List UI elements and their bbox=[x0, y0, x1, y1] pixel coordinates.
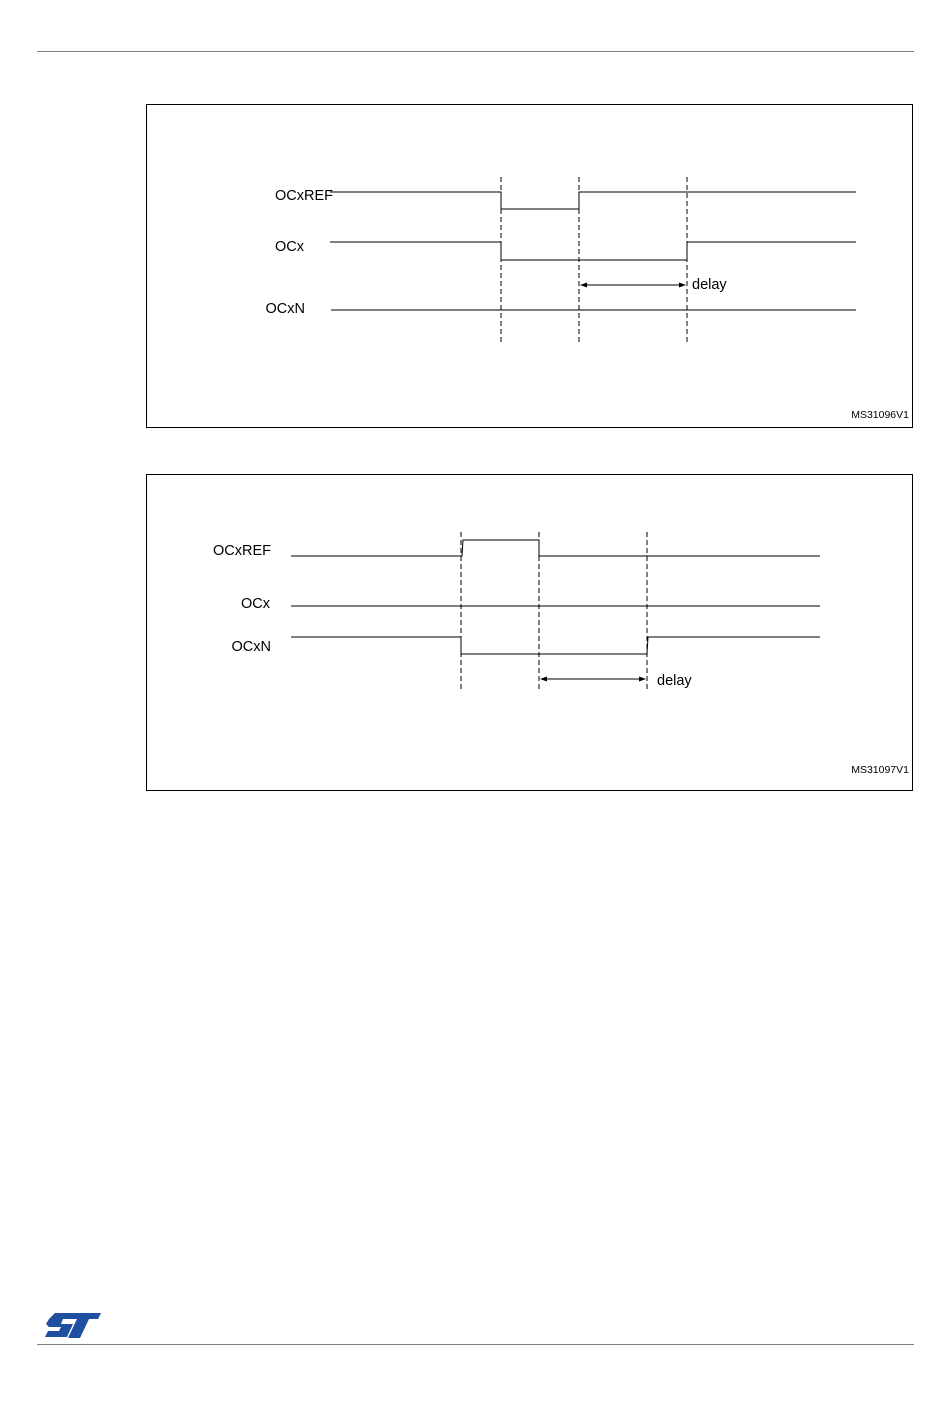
header-rule bbox=[37, 51, 914, 52]
waveform-ocx bbox=[330, 242, 856, 260]
delay-label: delay bbox=[657, 673, 692, 689]
footer-rule bbox=[37, 1344, 914, 1345]
st-logo-icon bbox=[43, 1311, 103, 1341]
waveform-ocxref bbox=[291, 540, 820, 556]
figure-id: MS31097V1 bbox=[851, 764, 909, 776]
delay-arrow bbox=[580, 283, 686, 288]
timing-diagram-2-canvas bbox=[147, 475, 914, 792]
waveform-ocxn bbox=[291, 637, 820, 654]
waveform-ocxref bbox=[330, 192, 856, 209]
signal-label-ocxn: OCxN bbox=[231, 639, 271, 655]
figure-id: MS31096V1 bbox=[851, 409, 909, 421]
timing-diagram-1-canvas bbox=[147, 105, 914, 429]
timing-diagram-2 bbox=[146, 474, 913, 791]
signal-label-ocxn: OCxN bbox=[265, 301, 305, 317]
delay-label: delay bbox=[692, 277, 727, 293]
signal-label-ocx: OCx bbox=[241, 596, 270, 612]
timing-diagram-1 bbox=[146, 104, 913, 428]
signal-label-ocx: OCx bbox=[275, 239, 304, 255]
signal-label-ocxref: OCxREF bbox=[213, 543, 271, 559]
signal-label-ocxref: OCxREF bbox=[275, 188, 333, 204]
delay-arrow bbox=[540, 677, 646, 682]
